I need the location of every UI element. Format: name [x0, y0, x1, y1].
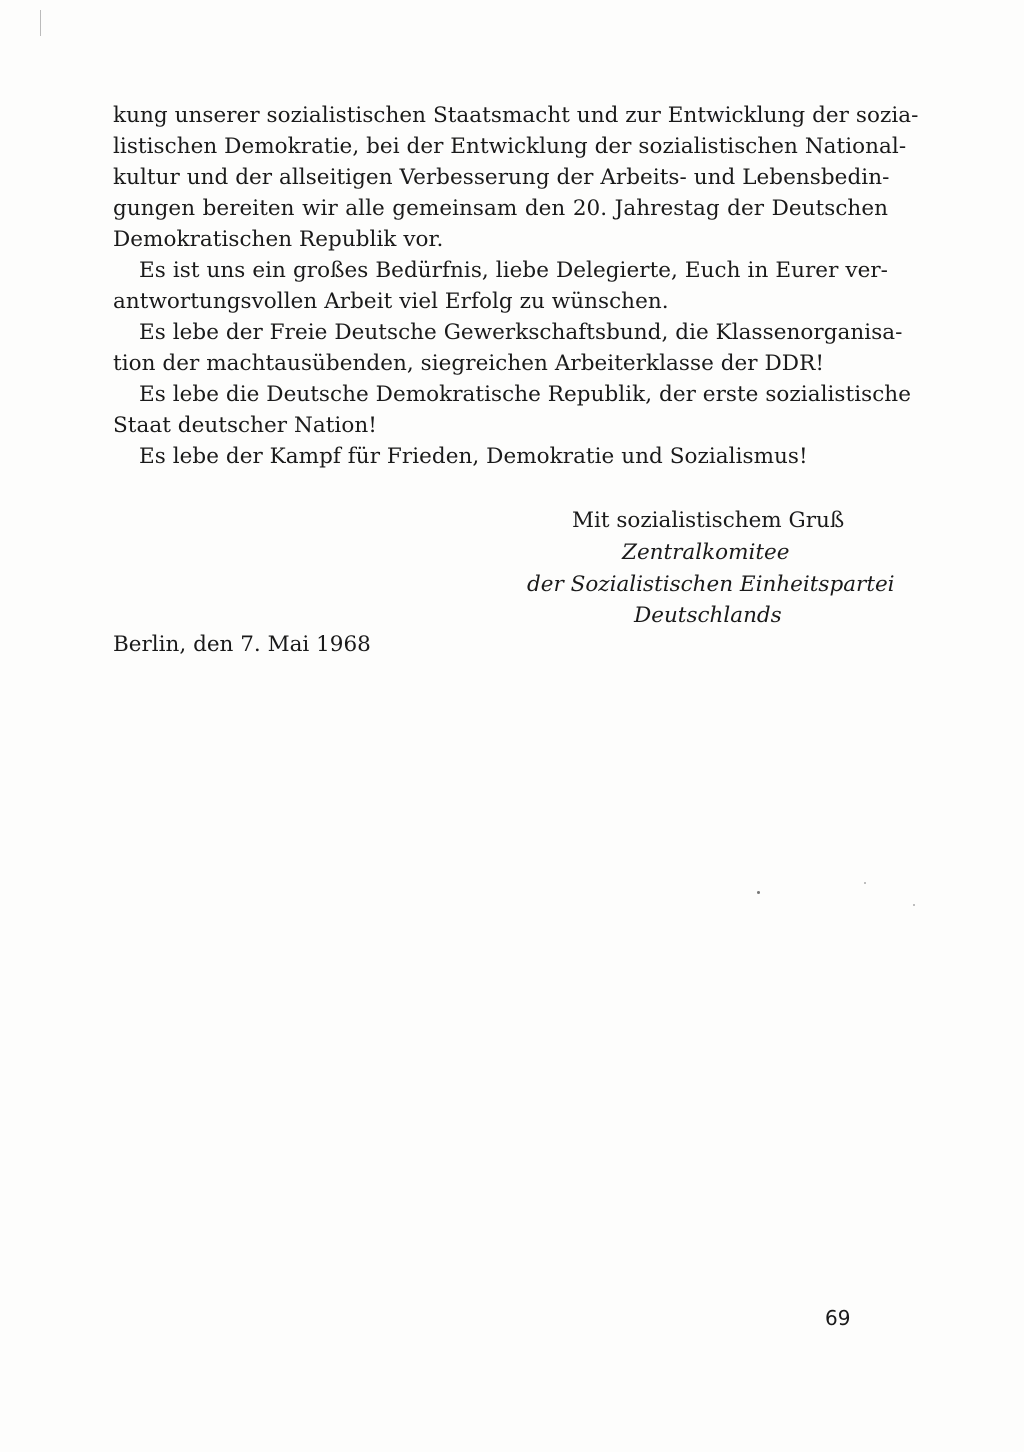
- date-line: Berlin, den 7. Mai 1968: [113, 632, 371, 657]
- text-line: Staat deutscher Nation!: [113, 413, 377, 438]
- scan-speck: [757, 891, 760, 894]
- text-line: antwortungsvollen Arbeit viel Erfolg zu wünschen.: [113, 289, 669, 314]
- text-line: Es lebe die Deutsche Demokratische Republik, der erste sozialistische: [139, 382, 911, 407]
- page-number: 69: [825, 1306, 851, 1330]
- text-line: listischen Demokratie, bei der Entwicklung der sozialistischen National-: [113, 134, 907, 159]
- text-line: Es lebe der Freie Deutsche Gewerkschaftsbund, die Klassenorganisa-: [139, 320, 903, 345]
- body-text: [113, 100, 919, 472]
- scan-speck: [864, 882, 866, 884]
- scan-speck: [913, 904, 915, 906]
- text-line: gungen bereiten wir alle gemeinsam den 20. Jahrestag der Deutschen: [113, 196, 888, 221]
- text-line: tion der machtausübenden, siegreichen Arbeiterklasse der DDR!: [113, 351, 825, 376]
- signature-org-line: Deutschlands: [634, 603, 782, 628]
- text-line: kultur und der allseitigen Verbesserung der Arbeits- und Lebensbedin-: [113, 165, 890, 190]
- text-line: kung unserer sozialistischen Staatsmacht und zur Entwicklung der sozia-: [113, 103, 919, 128]
- signature-org-line: Zentralkomitee: [622, 540, 790, 565]
- text-line: Es ist uns ein großes Bedürfnis, liebe Delegierte, Euch in Eurer ver-: [139, 258, 888, 283]
- signature-greeting: Mit sozialistischem Gruß: [572, 508, 845, 533]
- signature-org-line: der Sozialistischen Einheitspartei: [527, 572, 895, 597]
- text-line: Es lebe der Kampf für Frieden, Demokratie und Sozialismus!: [139, 444, 808, 469]
- scan-speck: [40, 10, 41, 36]
- text-line: Demokratischen Republik vor.: [113, 227, 444, 252]
